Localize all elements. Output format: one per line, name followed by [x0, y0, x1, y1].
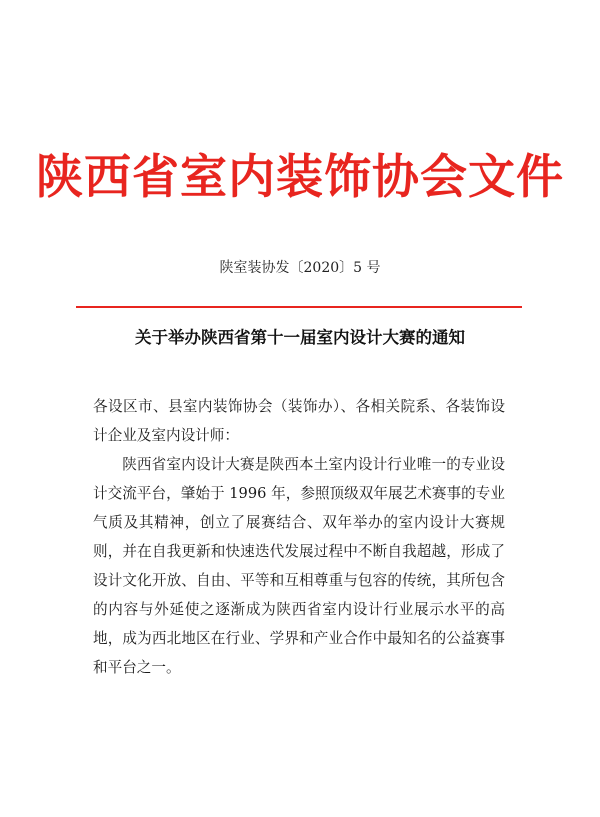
red-divider-line — [76, 306, 522, 308]
document-title: 关于举办陕西省第十一届室内设计大赛的通知 — [135, 328, 465, 347]
addressee: 各设区市、县室内装饰协会（装饰办）、各相关院系、各装饰设计企业及室内设计师： — [93, 398, 505, 444]
document-number: 陕室装协发〔2020〕5 号 — [219, 260, 381, 276]
letterhead-title: 陕西省室内装饰协会文件 — [36, 150, 564, 205]
body-paragraph: 陕西省室内设计大赛是陕西本土室内设计行业唯一的专业设计交流平台，肇始于 1996 年，参照顶级双年展艺术赛事的专业气质及其精神，创立了展赛结合、双年举办的室内设计大赛规则，并在自我更新和快速迭代发展过程中不断自我超越，形成了设计文化开放、自由、平等和互相尊重与包容的传统，其所包含的内容与外延使之逐渐成为陕西省室内设计行业展示水平的高地，成为西北地区在行业、学界和产业合作中最知名的公益赛事和平台之一。 — [93, 456, 505, 676]
